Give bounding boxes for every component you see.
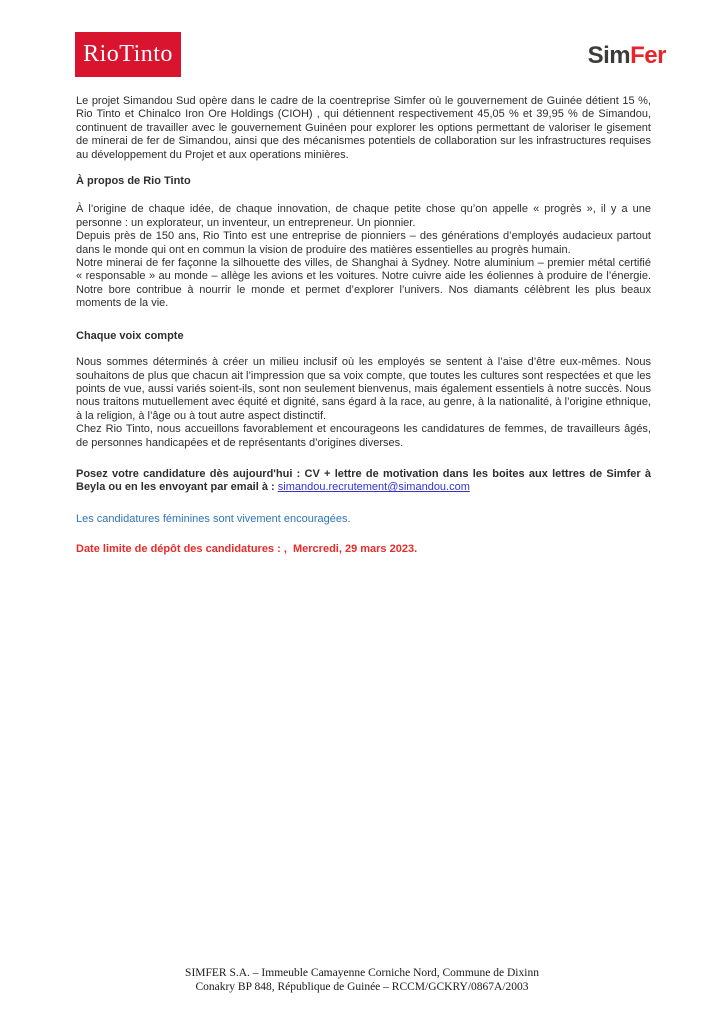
voice-heading: Chaque voix compte: [76, 329, 184, 342]
apply-instructions: [76, 468, 651, 495]
rio-tinto-logo: [75, 32, 181, 77]
application-deadline: Date limite de dépôt des candidatures : , Mercredi, 29 mars 2023.: [76, 543, 418, 556]
document-body: [76, 95, 651, 557]
voice-paragraphs: [76, 356, 651, 450]
footer: [0, 966, 724, 994]
rio-tinto-logo-text: RioTinto: [83, 41, 173, 67]
simfer-logo: [588, 42, 666, 70]
footer-line-1: SIMFER S.A. – Immeuble Camayenne Corniche Nord, Commune de Dixinn: [185, 967, 539, 979]
intro-paragraph: Le projet Simandou Sud opère dans le cadre de la coentreprise Simfer où le gouvernement de Guinée détient 15 %, Rio Tinto et Chinalco Iron Ore Holdings (CIOH) , qui détiennent respectivement 45,05 % et 39,95 % de Simandou, continuent de travailler avec le gouvernement Guinéen pour explorer les options permettant de valoriser le gisement de minerai de fer de Simandou, ainsi que des mécanismes potentiels de collaboration sur les infrastructures requises au développement du Projet et aux operations minières.: [76, 95, 651, 161]
about-paragraphs: [76, 203, 651, 310]
about-paragraph-1: À l’origine de chaque idée, de chaque innovation, de chaque petite chose qu’on appelle « progrès », il y a une personne : un explorateur, un inventeur, un entrepreneur. Un pionnier.: [76, 203, 651, 229]
apply-text: Posez votre candidature dès aujourd'hui : CV + lettre de motivation dans les boites aux lettres de Simfer à Beyla ou en les envoyant par email à :: [76, 467, 651, 494]
about-heading: À propos de Rio Tinto: [76, 175, 191, 188]
simfer-logo-sim: Sim: [587, 42, 631, 69]
about-paragraph-2: Depuis près de 150 ans, Rio Tinto est une entreprise de pionniers – des générations d’employés audacieux partout dans le monde qui ont en commun la vision de produire des matières essentielles au progrès humain.: [76, 230, 651, 256]
women-encouraged-note: Les candidatures féminines sont vivement encouragées.: [76, 512, 351, 525]
header: [75, 32, 666, 77]
voice-paragraph-2: Chez Rio Tinto, nous accueillons favorablement et encourageons les candidatures de femmes, de travailleurs âgés, de personnes handicapées et de représentants d’origines diverses.: [76, 423, 651, 449]
footer-line-2: Conakry BP 848, République de Guinée – RCCM/GCKRY/0867A/2003: [195, 981, 529, 993]
about-paragraph-3: Notre minerai de fer façonne la silhouette des villes, de Shanghai à Sydney. Notre aluminium – premier métal certifié « responsable » au monde – allège les avions et les voitures. Notre cuivre aide les éoliennes à produire de l’énergie. Notre bore contribue à nourrir le monde et permet d’explorer l’univers. Nos diamants célèbrent les plus beaux moments de la vie.: [76, 257, 651, 310]
voice-paragraph-1: Nous sommes déterminés à créer un milieu inclusif où les employés se sentent à l’aise d’être eux-mêmes. Nous souhaitons de plus que chacun ait l’impression que sa voix compte, que toutes les cultures sont respectées et que les points de vue, aussi variés soient-ils, sont non seulement bienvenus, mais également essentiels à notre succès. Nous nous traitons mutuellement avec équité et dignité, sans égard à la race, au genre, à la nationalité, à l’origine ethnique, à la religion, à l’âge ou à tout autre aspect distinctif.: [76, 356, 651, 422]
simfer-logo-fer: Fer: [630, 42, 666, 69]
recruitment-email-link[interactable]: simandou.recrutement@simandou.com: [277, 481, 470, 494]
